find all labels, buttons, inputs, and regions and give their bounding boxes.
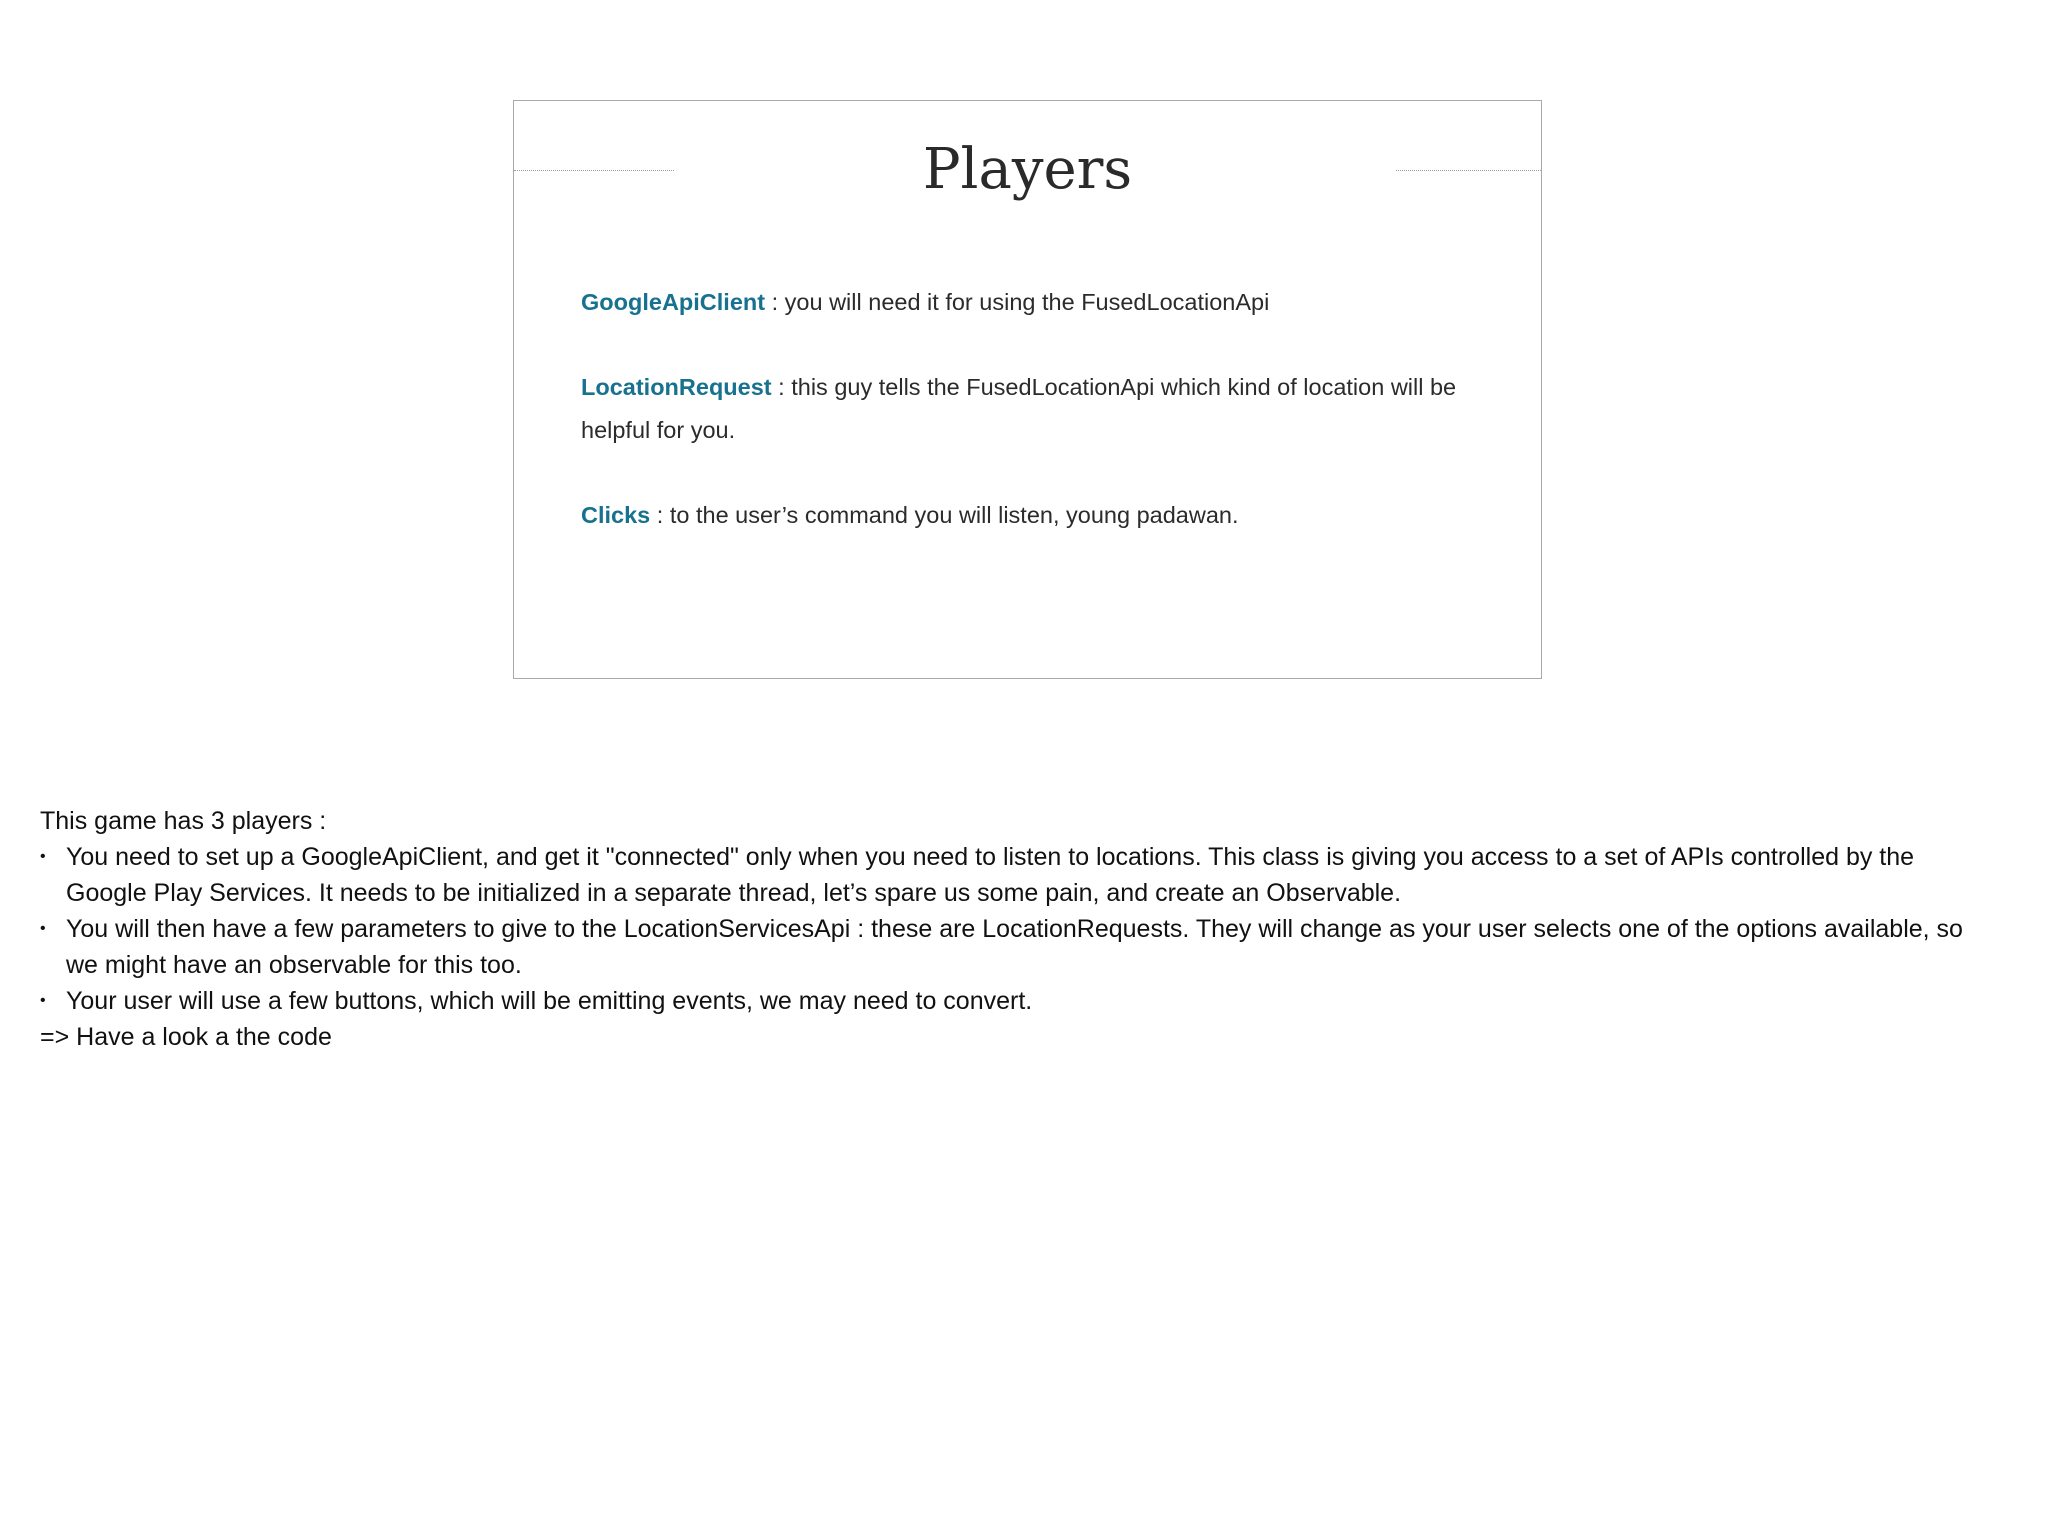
speaker-notes [40,803,2000,1055]
notes-bullet [40,839,2000,911]
bullet-icon: • [40,920,46,937]
slide-item-text: : to the user’s command you will listen, young padawan. [650,502,1239,528]
slide-item-term: LocationRequest [581,374,772,400]
notes-outro: => Have a look a the code [40,1023,332,1051]
slide-item-clicks [581,494,1481,537]
notes-bullet-text: Your user will use a few buttons, which will be emitting events, we may need to convert. [66,987,1033,1015]
slide-title: Players [922,137,1133,202]
notes-bullet [40,983,2000,1019]
slide-frame [513,100,1542,679]
slide-item-term: GoogleApiClient [581,289,766,315]
slide-item-text: : this guy tells the FusedLocationApi which kind of location will be helpful for you. [581,374,1457,443]
notes-bullet-text: You will then have a few parameters to give to the LocationServicesApi : these are LocationRequests. They will change as your user selects one of the options available, so we might have an observable for this too. [66,915,1963,979]
slide-item-googleapiclient [581,281,1481,324]
notes-intro: This game has 3 players : [40,807,327,835]
bullet-icon: • [40,992,46,1009]
slide-item-term: Clicks [581,502,651,528]
slide-body [581,281,1481,579]
slide-item-locationrequest [581,366,1481,452]
notes-bullet-list [40,839,2000,1019]
slide-item-text: : you will need it for using the FusedLocationApi [765,289,1270,315]
notes-bullet-text: You need to set up a GoogleApiClient, and get it "connected" only when you need to listen to locations. This class is giving you access to a set of APIs controlled by the Google Play Services. It needs to be initialized in a separate thread, let’s spare us some pain, and create an Observable. [66,843,1915,907]
notes-bullet [40,911,2000,983]
bullet-icon: • [40,848,46,865]
